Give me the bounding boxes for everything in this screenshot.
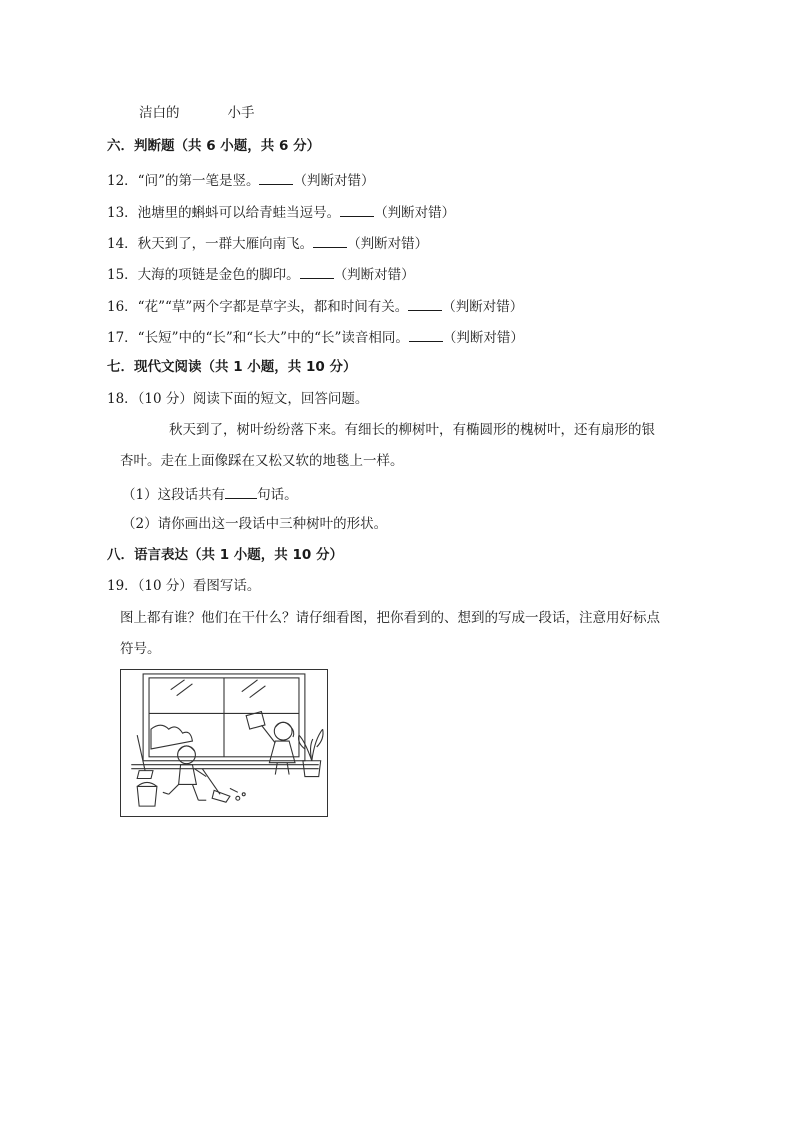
bucket bbox=[137, 786, 157, 806]
answer-blank-15[interactable] bbox=[300, 264, 334, 279]
question-17-text: 17．“长短”中的“长”和“长大”中的“长”读音相同。 bbox=[107, 330, 409, 346]
section6-heading: 六．判断题（共 6 小题，共 6 分） bbox=[107, 138, 321, 154]
answer-blank-17[interactable] bbox=[409, 327, 443, 342]
cleaning-illustration bbox=[120, 669, 328, 817]
subquestion-18-2: （2）请你画出这一段话中三种树叶的形状。 bbox=[122, 516, 388, 532]
section8-heading: 八．语言表达（共 1 小题，共 10 分） bbox=[107, 547, 343, 563]
question-17 bbox=[107, 327, 524, 347]
answer-blank-12[interactable] bbox=[259, 170, 293, 185]
broom-handle-boy bbox=[202, 769, 220, 795]
answer-blank-16[interactable] bbox=[408, 296, 442, 311]
question-15 bbox=[107, 264, 415, 284]
question-17-suffix: （判断对错） bbox=[442, 330, 524, 346]
question-15-suffix: （判断对错） bbox=[333, 267, 415, 283]
question-18: 18．（10 分）阅读下面的短文，回答问题。 bbox=[107, 391, 369, 407]
top-phrase-line bbox=[139, 104, 255, 122]
prompt-line-1: 图上都有谁？他们在干什么？请仔细看图，把你看到的、想到的写成一段话，注意用好标点 bbox=[120, 610, 660, 626]
question-13-suffix: （判断对错） bbox=[374, 205, 456, 221]
question-12-text: 12．“问”的第一笔是竖。 bbox=[107, 173, 260, 189]
question-12 bbox=[107, 170, 374, 190]
answer-blank-13[interactable] bbox=[340, 202, 374, 217]
broom-handle bbox=[137, 735, 145, 771]
answer-blank-18-1[interactable] bbox=[225, 484, 257, 499]
prompt-line-2: 符号。 bbox=[120, 641, 161, 657]
subquestion-18-1-suffix: 句话。 bbox=[257, 487, 298, 503]
question-13 bbox=[107, 202, 455, 222]
question-16-suffix: （判断对错） bbox=[442, 299, 524, 315]
passage-line-2: 杏叶。走在上面像踩在又松又软的地毯上一样。 bbox=[120, 453, 404, 469]
top-phrase-left: 洁白的 bbox=[139, 105, 180, 121]
question-14 bbox=[107, 233, 428, 253]
subquestion-18-1 bbox=[122, 484, 298, 504]
top-phrase-right: 小手 bbox=[227, 105, 255, 121]
section7-heading: 七．现代文阅读（共 1 小题，共 10 分） bbox=[107, 359, 357, 375]
question-16 bbox=[107, 296, 523, 316]
question-15-text: 15．大海的项链是金色的脚印。 bbox=[107, 267, 300, 283]
question-19: 19．（10 分）看图写话。 bbox=[107, 578, 261, 594]
question-13-text: 13．池塘里的蝌蚪可以给青蛙当逗号。 bbox=[107, 205, 341, 221]
passage-line-1: 秋天到了，树叶纷纷落下来。有细长的柳树叶，有椭圆形的槐树叶，还有扇形的银 bbox=[169, 422, 655, 438]
answer-blank-14[interactable] bbox=[313, 233, 347, 248]
subquestion-18-1-text: （1）这段话共有 bbox=[122, 487, 226, 503]
question-14-suffix: （判断对错） bbox=[347, 236, 429, 252]
cleaning-scene-drawing bbox=[121, 670, 327, 816]
question-14-text: 14．秋天到了，一群大雁向南飞。 bbox=[107, 236, 314, 252]
question-12-suffix: （判断对错） bbox=[293, 173, 375, 189]
question-16-text: 16．“花”“草”两个字都是草字头，都和时间有关。 bbox=[107, 299, 409, 315]
